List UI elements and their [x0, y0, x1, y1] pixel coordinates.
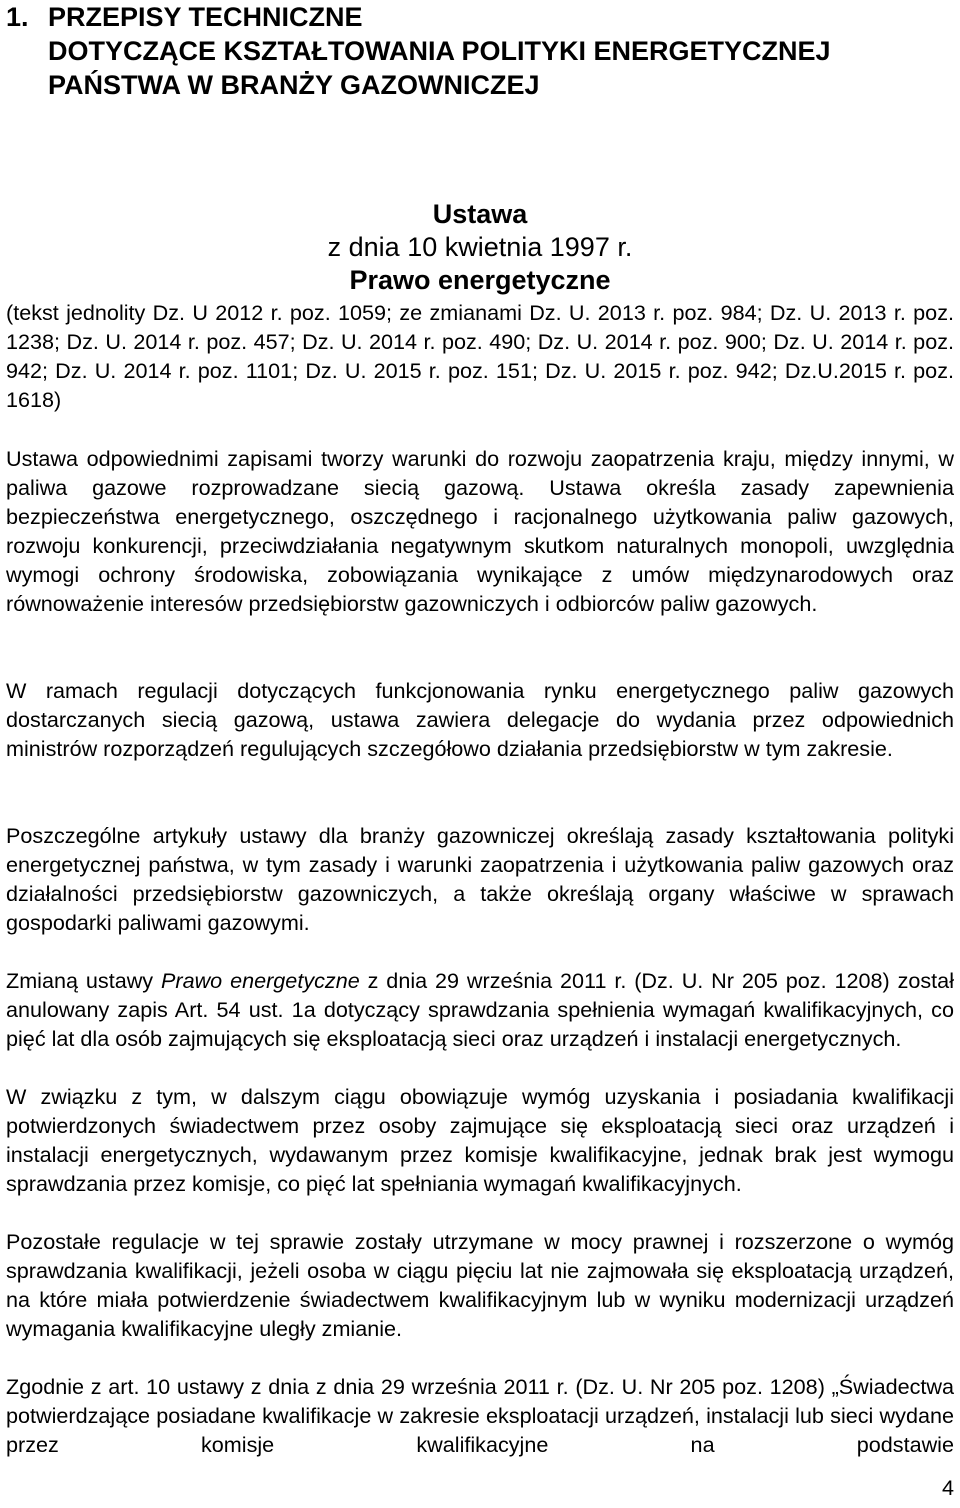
paragraph-3: Poszczególne artykuły ustawy dla branży gazowniczej określają zasady kształtowania polityki energetycznej państwa, w tym zasady i warunki zaopatrzenia i użytkowania paliw gazowych oraz działalności przedsiębiorstw gazowniczych, a także określają organy właściwe w sprawach gospodarki paliwami gazowymi.	[6, 823, 954, 935]
heading-line-2: DOTYCZĄCE KSZTAŁTOWANIA POLITYKI ENERGETYCZNEJ	[48, 36, 831, 66]
paragraph-4-rest: z dnia 29 września 2011 r. (Dz. U. Nr 205 poz. 1208) został anulowany zapis Art. 54 ust. 1a dotyczący sprawdzania spełnienia wymagań kwalifikacyjnych, co pięć lat dla osób zajmujących się eksploatacją sieci oraz urządzeń i instalacji energetycznych.	[6, 968, 954, 1051]
section-heading	[6, 0, 946, 102]
act-date: z dnia 10 kwietnia 1997 r.	[327, 232, 633, 262]
paragraph-2: W ramach regulacji dotyczących funkcjonowania rynku energetycznego paliw gazowych dostarczanych siecią gazową, ustawa zawiera delegacje do wydania przez odpowiednich ministrów rozporządzeń regulujących szczegółowo działania przedsiębiorstw w tym zakresie.	[6, 678, 954, 761]
paragraph-1: Ustawa odpowiednimi zapisami tworzy warunki do rozwoju zaopatrzenia kraju, między innymi, w paliwa gazowe rozprowadzane siecią gazową. Ustawa określa zasady zapewnienia bezpieczeństwa energetycznego, oszczędnego i racjonalnego użytkowania paliw gazowych, rozwoju konkurencji, przeciwdziałania negatywnym skutkom naturalnych monopoli, uwzględnia wymogi ochrony środowiska, zobowiązania wynikające z umów międzynarodowych oraz równoważenie interesów przedsiębiorstw gazowniczych i odbiorców paliw gazowych.	[6, 446, 954, 616]
heading-text-1: PRZEPISY TECHNICZNE	[48, 2, 363, 32]
paragraph-4-start: Zmianą ustawy	[6, 968, 161, 993]
act-references: (tekst jednolity Dz. U 2012 r. poz. 1059; ze zmianami Dz. U. 2013 r. poz. 984; Dz. U. 2013 r. poz. 1238; Dz. U. 2014 r. poz. 457; Dz. U. 2014 r. poz. 490; Dz. U. 2014 r. poz. 900; Dz. U. 2014 r. poz. 942; Dz. U. 2014 r. poz. 1101; Dz. U. 2015 r. poz. 151; Dz. U. 2015 r. poz. 942; Dz.U.2015 r. poz. 1618)	[6, 300, 954, 412]
paragraph-7: Zgodnie z art. 10 ustawy z dnia z dnia 29 września 2011 r. (Dz. U. Nr 205 poz. 1208) „Świadectwa potwierdzające posiadane kwalifikacje w zakresie eksploatacji urządzeń, instalacji lub sieci wydane przez komisje kwalifikacyjne na podstawie	[6, 1374, 954, 1457]
paragraph-4	[6, 966, 954, 1053]
act-title: Ustawa	[432, 199, 528, 229]
paragraph-6: Pozostałe regulacje w tej sprawie zostały utrzymane w mocy prawnej i rozszerzone o wymóg sprawdzania kwalifikacji, jeżeli osoba w ciągu pięciu lat nie zajmowała się eksploatacją urządzeń, na które miała potwierdzenie świadectwem kwalifikacyjnym lub w wyniku modernizacji urządzeń wymagania kwalifikacyjne uległy zmianie.	[6, 1229, 954, 1341]
heading-line-3: PAŃSTWA W BRANŻY GAZOWNICZEJ	[48, 70, 540, 100]
act-name-italic: Prawo energetyczne	[160, 968, 360, 993]
page-number: 4	[941, 1475, 954, 1500]
act-name: Prawo energetyczne	[349, 265, 611, 295]
section-number: 1.	[6, 2, 29, 32]
heading-line-1	[6, 0, 946, 34]
paragraph-5: W związku z tym, w dalszym ciągu obowiązuje wymóg uzyskania i posiadania kwalifikacji potwierdzonych świadectwem przez osoby zajmujące się eksploatacją sieci oraz urządzeń i instalacji energetycznych, wydawanym przez komisje kwalifikacyjne, jednak brak jest wymogu sprawdzania przez komisje, co pięć lat spełniania wymagań kwalifikacyjnych.	[6, 1084, 954, 1196]
